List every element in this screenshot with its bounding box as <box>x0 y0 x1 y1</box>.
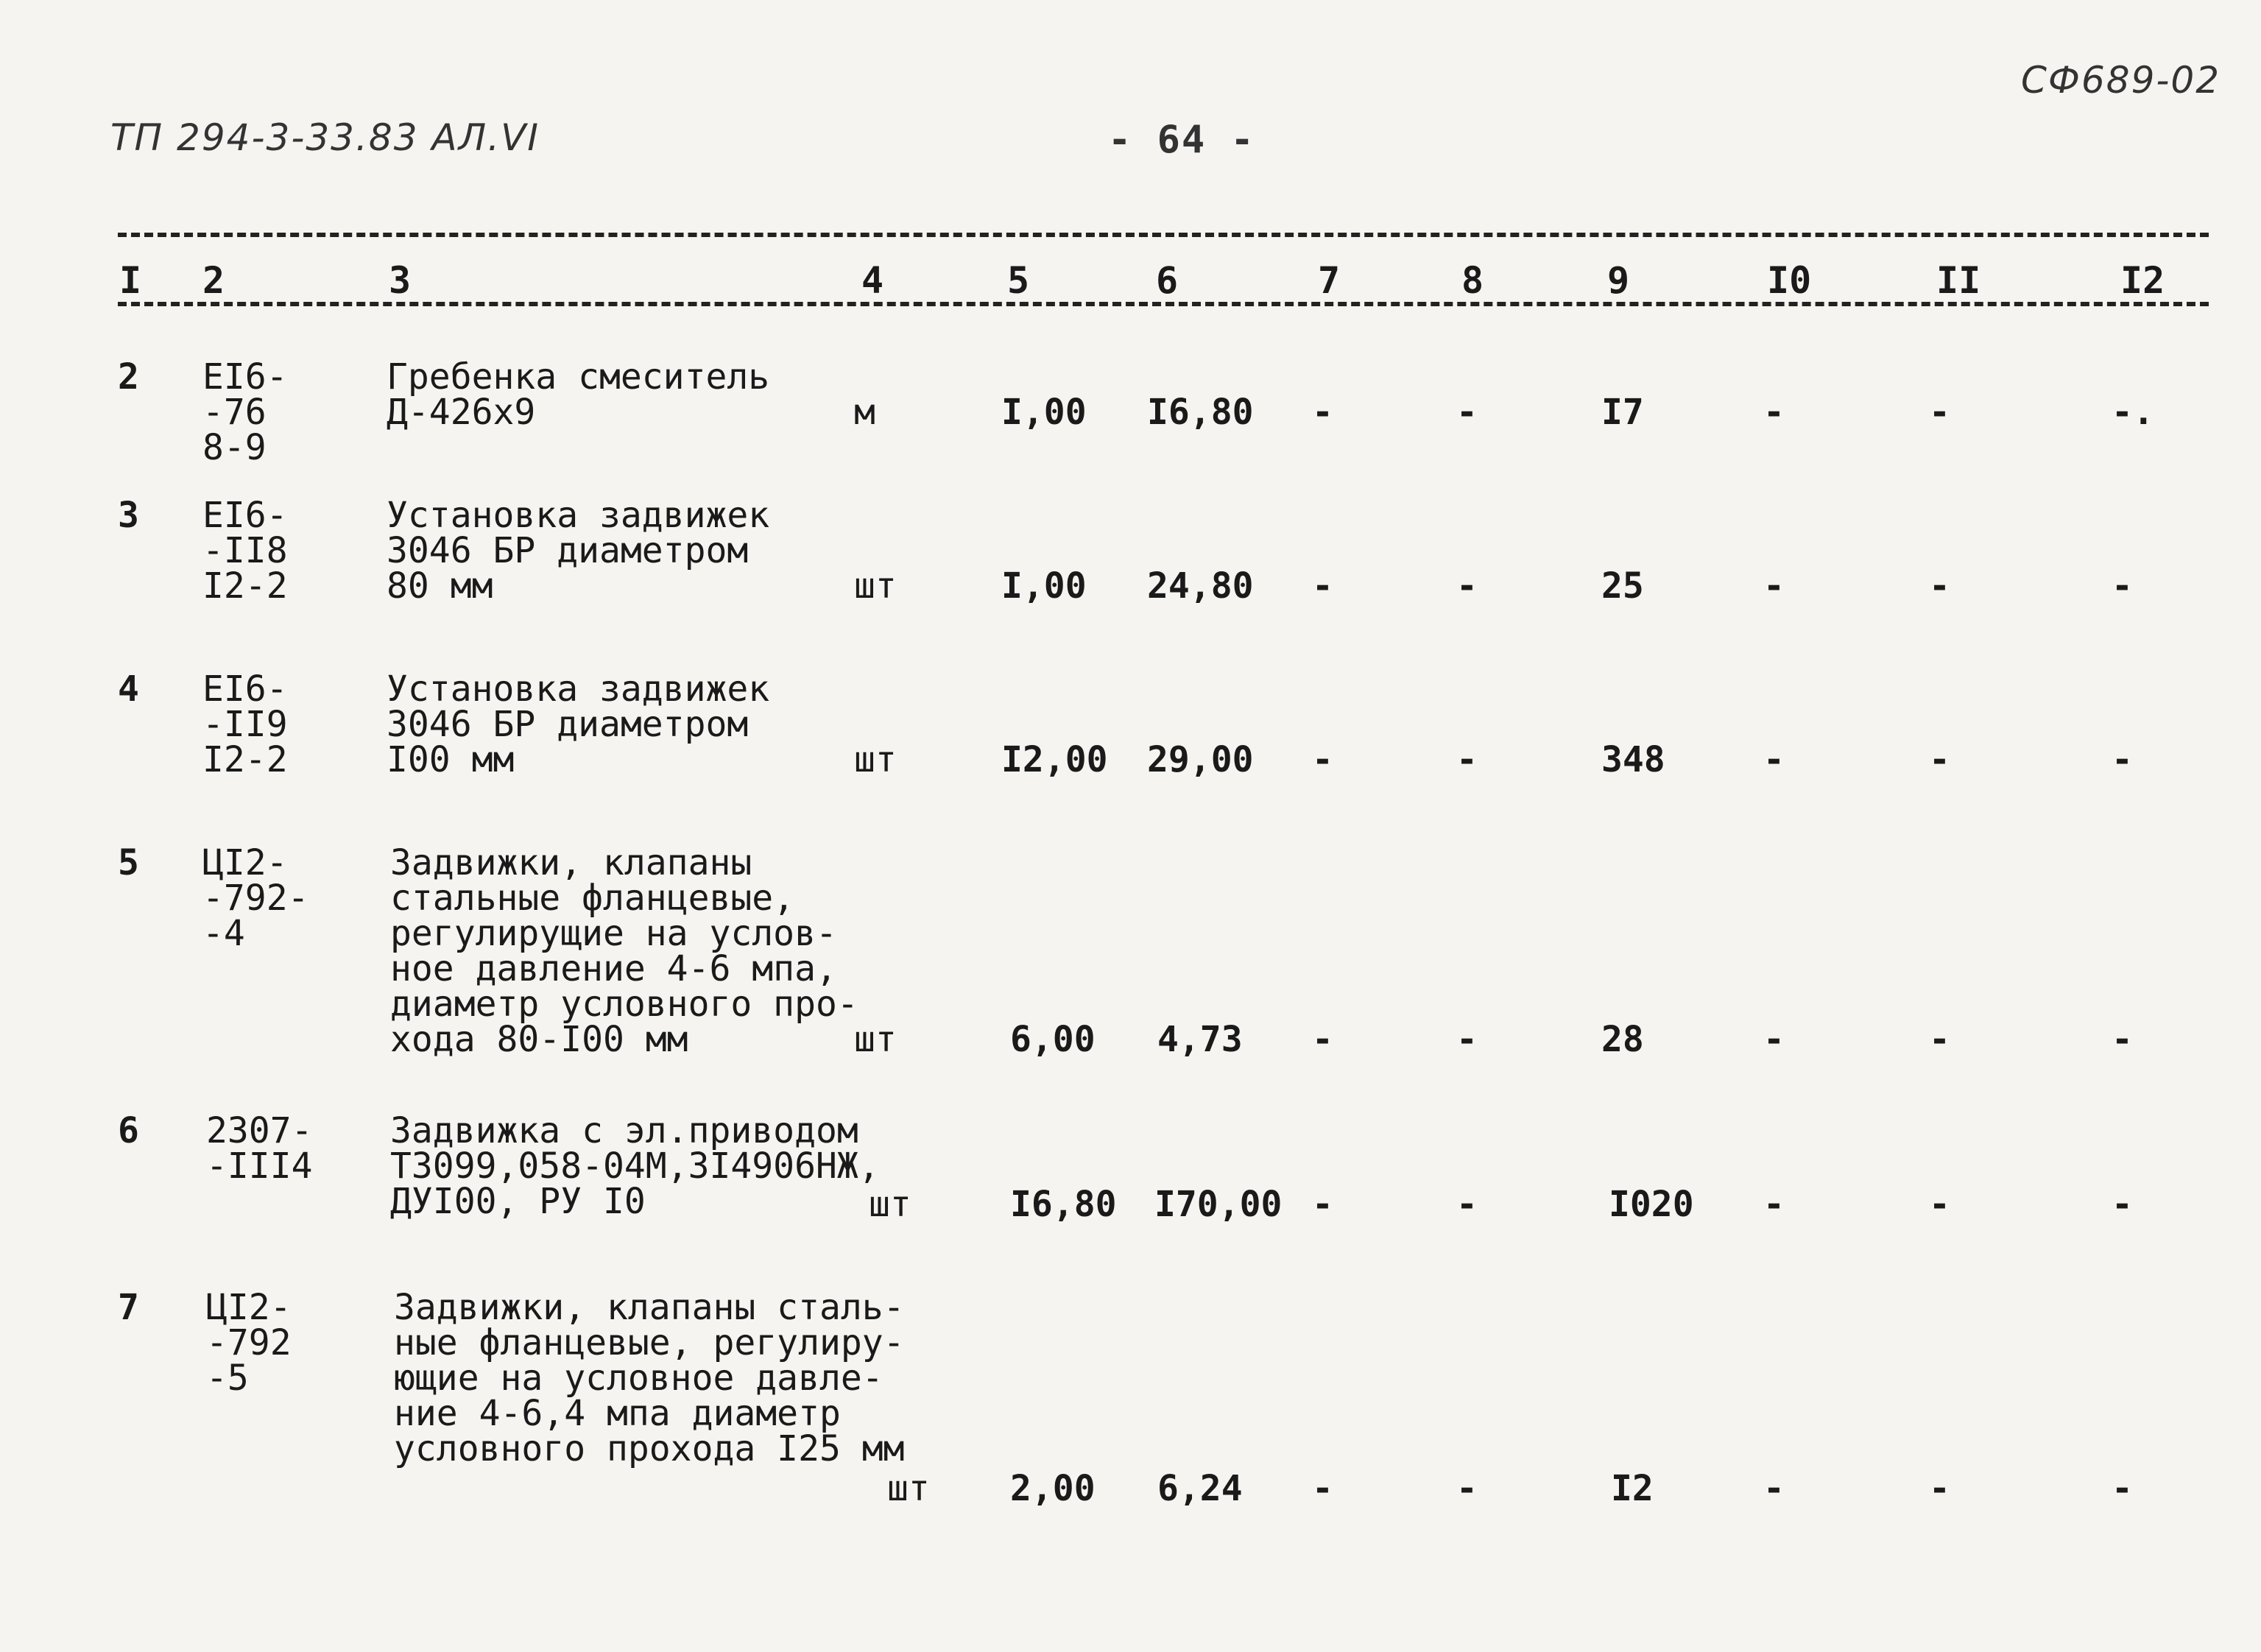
col-11-value: - <box>1929 392 1950 433</box>
unit: шт <box>869 1184 911 1225</box>
archive-code: СФ689-02 <box>2021 59 2221 102</box>
col-10-value: - <box>1763 392 1785 433</box>
col-12-value: - <box>2112 1184 2133 1225</box>
norm-code: EI6- -76 8-9 <box>202 356 288 468</box>
total-cost: I020 <box>1609 1184 1694 1225</box>
quantity: 6,00 <box>1010 1019 1096 1060</box>
unit: шт <box>854 1019 897 1060</box>
work-description: Задвижка с эл.приводом Т3099,058-04М,3I4906НЖ, ДУI00, РУ I0 <box>390 1110 880 1222</box>
quantity: I,00 <box>1001 565 1087 607</box>
column-header-5: 5 <box>1007 259 1030 302</box>
col-7-value: - <box>1312 392 1333 433</box>
col-7-value: - <box>1312 739 1333 780</box>
column-header-11: II <box>1936 259 1981 302</box>
unit-price: 29,00 <box>1147 739 1254 780</box>
unit: шт <box>854 565 897 607</box>
column-header-1: I <box>119 259 142 302</box>
norm-code: 2307- -III4 <box>206 1110 313 1187</box>
col-10-value: - <box>1763 1468 1785 1509</box>
document-code: ТП 294-3-33.83 АЛ.VI <box>110 116 540 159</box>
norm-code: ЦI2- -792- -4 <box>202 842 309 954</box>
col-10-value: - <box>1763 739 1785 780</box>
quantity: 2,00 <box>1010 1468 1096 1509</box>
column-header-9: 9 <box>1607 259 1630 302</box>
column-header-3: 3 <box>389 259 412 302</box>
total-cost: I2 <box>1611 1468 1654 1509</box>
col-11-value: - <box>1929 739 1950 780</box>
header-rule-bottom <box>118 302 2209 306</box>
work-description: Установка задвижек 3046 БР диаметром 80 мм <box>387 495 770 607</box>
column-header-7: 7 <box>1318 259 1341 302</box>
col-10-value: - <box>1763 1019 1785 1060</box>
header-rule-top <box>118 233 2209 237</box>
column-header-8: 8 <box>1461 259 1484 302</box>
unit-price: 6,24 <box>1157 1468 1243 1509</box>
unit-price: I6,80 <box>1147 392 1254 433</box>
quantity: I6,80 <box>1010 1184 1117 1225</box>
unit: м <box>854 392 875 433</box>
unit: шт <box>854 739 897 780</box>
column-header-4: 4 <box>861 259 884 302</box>
col-10-value: - <box>1763 1184 1785 1225</box>
total-cost: 28 <box>1601 1019 1644 1060</box>
col-7-value: - <box>1312 1468 1333 1509</box>
col-8-value: - <box>1456 392 1478 433</box>
col-8-value: - <box>1456 1019 1478 1060</box>
work-description: Установка задвижек 3046 БР диаметром I00 мм <box>387 668 770 780</box>
norm-code: EI6- -II8 I2-2 <box>202 495 288 607</box>
row-number: 2 <box>118 356 139 398</box>
col-8-value: - <box>1456 1468 1478 1509</box>
col-12-value: - <box>2112 565 2133 607</box>
row-number: 5 <box>118 842 139 883</box>
col-11-value: - <box>1929 1184 1950 1225</box>
norm-code: ЦI2- -792 -5 <box>206 1287 292 1399</box>
page-number: - 64 - <box>1108 118 1255 162</box>
total-cost: I7 <box>1601 392 1644 433</box>
work-description: Задвижки, клапаны сталь- ные фланцевые, регулиру- ющие на условное давле- ние 4-6,4 мпа диаметр условного прохода I25 мм <box>394 1287 905 1469</box>
unit-price: 4,73 <box>1157 1019 1243 1060</box>
col-8-value: - <box>1456 1184 1478 1225</box>
col-12-value: - <box>2112 739 2133 780</box>
col-8-value: - <box>1456 565 1478 607</box>
col-12-value: - <box>2112 1019 2133 1060</box>
col-7-value: - <box>1312 565 1333 607</box>
column-header-12: I2 <box>2120 259 2165 302</box>
col-12-value: -. <box>2112 392 2154 433</box>
row-number: 7 <box>118 1287 139 1328</box>
unit-price: 24,80 <box>1147 565 1254 607</box>
work-description: Задвижки, клапаны стальные фланцевые, регулирущие на услов- ное давление 4-6 мпа, диаметр условного про- хода 80-I00 мм <box>390 842 858 1060</box>
total-cost: 348 <box>1601 739 1665 780</box>
col-12-value: - <box>2112 1468 2133 1509</box>
quantity: I,00 <box>1001 392 1087 433</box>
column-header-10: I0 <box>1767 259 1812 302</box>
column-header-6: 6 <box>1156 259 1179 302</box>
col-8-value: - <box>1456 739 1478 780</box>
col-11-value: - <box>1929 1019 1950 1060</box>
row-number: 3 <box>118 495 139 536</box>
row-number: 6 <box>118 1110 139 1151</box>
work-description: Гребенка смеситель Д-426х9 <box>387 356 770 433</box>
col-7-value: - <box>1312 1184 1333 1225</box>
quantity: I2,00 <box>1001 739 1108 780</box>
col-11-value: - <box>1929 1468 1950 1509</box>
col-10-value: - <box>1763 565 1785 607</box>
col-11-value: - <box>1929 565 1950 607</box>
column-header-2: 2 <box>202 259 225 302</box>
unit-price: I70,00 <box>1154 1184 1283 1225</box>
row-number: 4 <box>118 668 139 710</box>
col-7-value: - <box>1312 1019 1333 1060</box>
unit: шт <box>887 1468 930 1509</box>
norm-code: EI6- -II9 I2-2 <box>202 668 288 780</box>
total-cost: 25 <box>1601 565 1644 607</box>
